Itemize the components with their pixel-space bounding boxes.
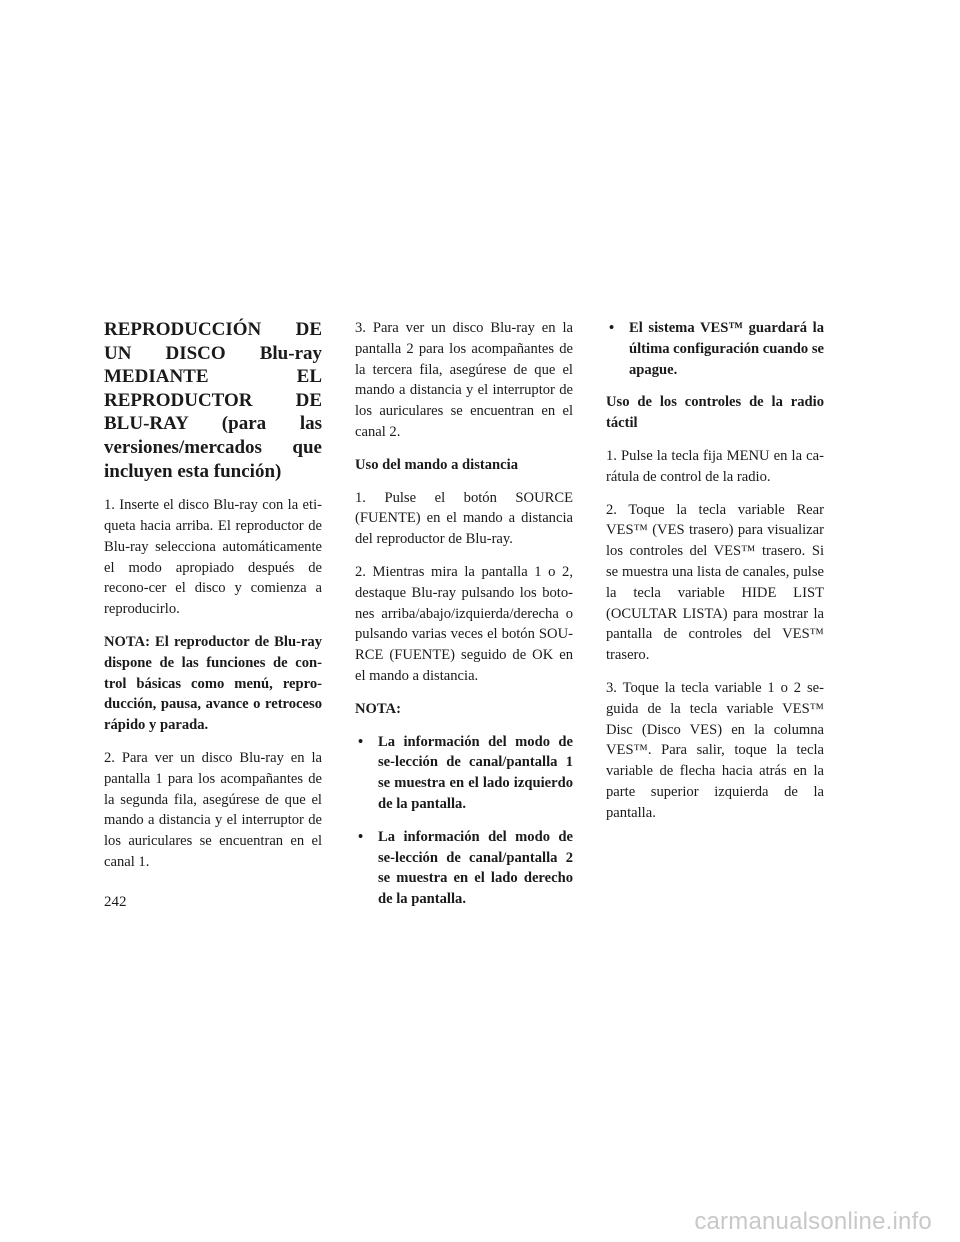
list-item-text: La información del modo de se-lección de canal/pantalla 1 se muestra en el lado izquierdo de la pantalla. — [378, 733, 573, 812]
paragraph-ves-disc: 3. Toque la tecla variable 1 o 2 se-guida de la tecla variable VES™ Disc (Disco VES) en la columna VES™. Para salir, toque la tecla variable de flecha hacia atrás en la parte superior izquierda de la pantalla. — [606, 679, 824, 821]
list-item — [355, 732, 573, 815]
list-item — [355, 827, 573, 910]
list-item-text: El sistema VES™ guardará la última configuración cuando se apague. — [629, 320, 824, 378]
section-heading: REPRODUCCIÓN DE UN DISCO Blu-ray MEDIANTE EL REPRODUCTOR DE BLU-RAY (para las versiones/mercados que incluyen esta función) — [104, 319, 322, 482]
column-3 — [606, 318, 824, 836]
note-label: NOTA: — [355, 700, 401, 717]
bullet-icon: • — [609, 320, 615, 336]
note-bullet-list — [355, 732, 573, 910]
paragraph-screen-2: 3. Para ver un disco Blu-ray en la pantalla 2 para los acompañantes de la tercera fila, asegúrese de que el mando a distancia y el interruptor de los auriculares se encuentran en el canal 2. — [355, 320, 573, 440]
page-number: 242 — [104, 894, 127, 910]
column-1 — [104, 318, 322, 885]
list-item-text: La información del modo de se-lección de canal/pantalla 2 se muestra en el lado derecho de la pantalla. — [378, 828, 573, 908]
subheading-remote-control: Uso del mando a distancia — [355, 456, 518, 473]
paragraph-menu-key: 1. Pulse la tecla fija MENU en la ca-rátula de control de la radio. — [606, 447, 824, 485]
paragraph-insert-disc: 1. Inserte el disco Blu-ray con la eti-queta hacia arriba. El reproductor de Blu-ray selecciona automáticamente el modo apropiado después de recono-cer el disco y comienza a reproducirlo. — [104, 497, 322, 618]
paragraph-highlight-bluray: 2. Mientras mira la pantalla 1 o 2, destaque Blu-ray pulsando los boto-nes arriba/abajo/izquierda/derecha o pulsando varias veces el botón SOU-RCE (FUENTE) seguido de OK en el mando a distancia. — [355, 563, 573, 684]
list-item — [606, 318, 824, 380]
watermark: carmanualsonline.info — [694, 1208, 932, 1235]
paragraph-rear-ves: 2. Toque la tecla variable Rear VES™ (VES trasero) para visualizar los controles del VES™ trasero. Si se muestra una lista de canales, pulse la tecla variable HIDE LIST (OCULTAR LISTA) para mostrar la pantalla de controles del VES™ trasero. — [606, 501, 824, 664]
paragraph-source-button: 1. Pulse el botón SOURCE (FUENTE) en el mando a distancia del reproductor de Blu-ray. — [355, 489, 573, 548]
subheading-touch-radio: Uso de los controles de la radio táctil — [606, 394, 824, 432]
note-basic-functions: NOTA: El reproductor de Blu-ray dispone de las funciones de con-trol básicas como menú, repro-ducción, pausa, avance o retroceso rápido y parada. — [104, 633, 322, 734]
column-2 — [355, 318, 573, 922]
bullet-icon: • — [358, 828, 364, 845]
bullet-icon: • — [358, 733, 364, 750]
paragraph-screen-1: 2. Para ver un disco Blu-ray en la pantalla 1 para los acompañantes de la segunda fila, asegúrese de que el mando a distancia y el interruptor de los auriculares se encuentran en el canal 1. — [104, 749, 322, 870]
note-bullet-list-continued — [606, 318, 824, 380]
